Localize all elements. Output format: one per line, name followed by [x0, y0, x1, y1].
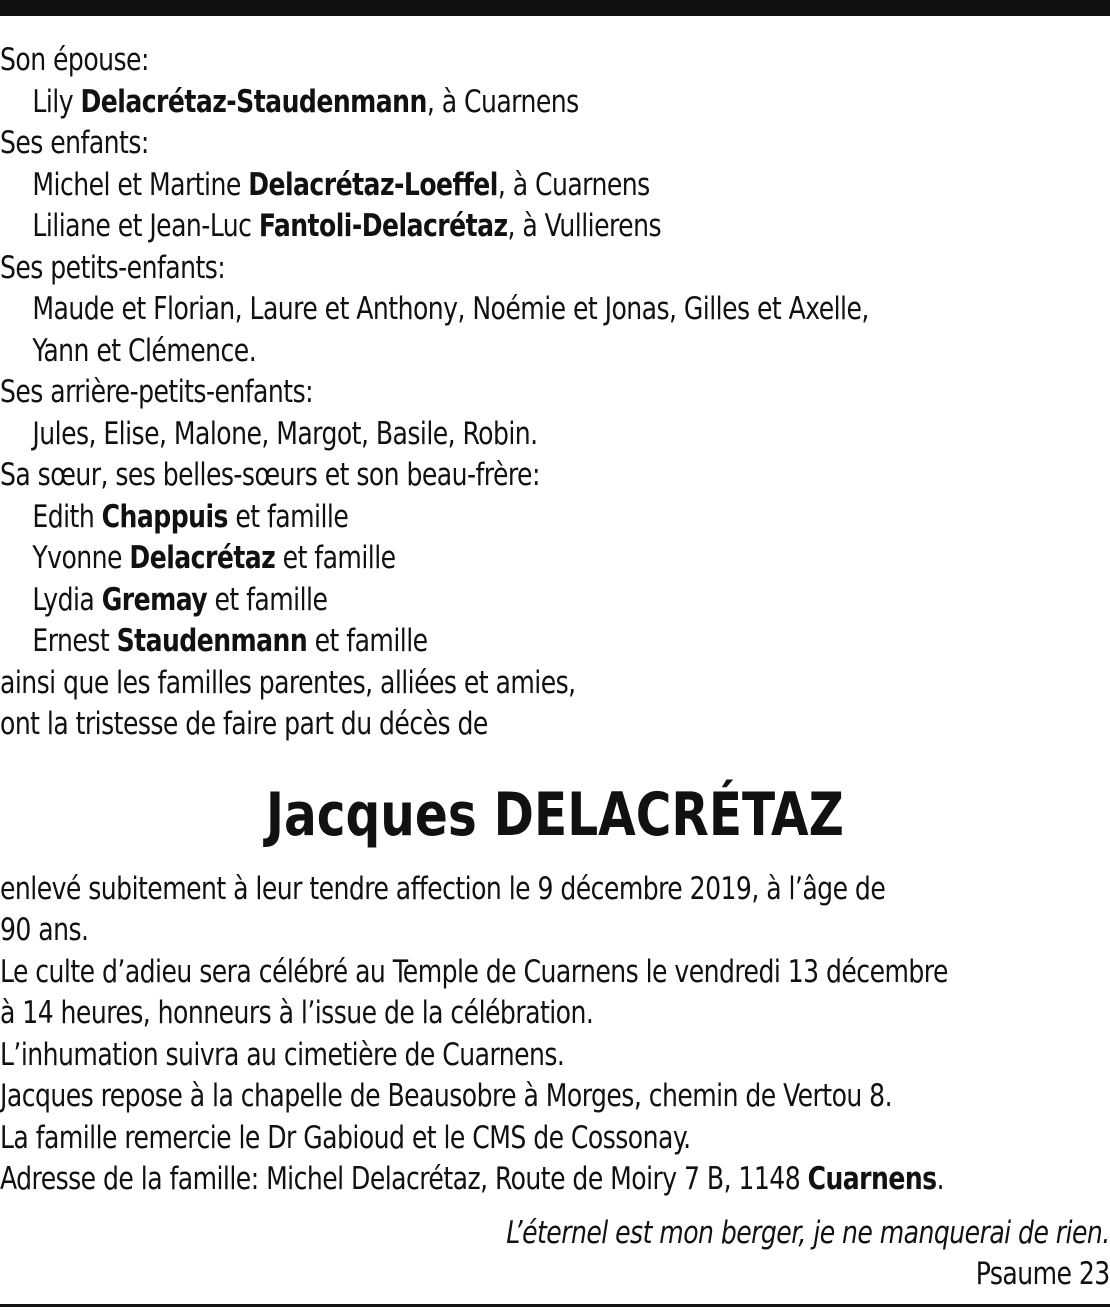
sibling-surname: Staudenmann: [116, 623, 308, 659]
address-text: Adresse de la famille: Michel Delacrétaz, Route de Moiry 7 B, 1148: [0, 1161, 808, 1197]
death-notice-continued: 90 ans.: [0, 912, 89, 948]
sibling-first-name: Lydia: [32, 581, 95, 618]
sibling-surname: Gremay: [101, 581, 208, 618]
bottom-rule: [0, 1304, 1110, 1307]
sibling-suffix: et famille: [307, 623, 428, 659]
address-city: Cuarnens: [807, 1161, 937, 1197]
sibling-first-name: Edith: [32, 498, 95, 535]
spouse-entry: [0, 82, 1110, 124]
sibling-suffix: et famille: [275, 540, 396, 576]
address-end: .: [936, 1161, 945, 1197]
deceased-name: Jacques DELACRÉTAZ: [265, 779, 844, 850]
child-place: , à Cuarnens: [497, 166, 650, 203]
family-address: [0, 1159, 1110, 1201]
grandchildren-heading: Ses petits-enfants:: [0, 249, 226, 286]
sibling-suffix: et famille: [227, 498, 349, 535]
spouse-place: , à Cuarnens: [426, 83, 579, 120]
spouse-surname: Delacrétaz-Staudenmann: [80, 83, 427, 120]
sibling-first-name: Yvonne: [32, 540, 122, 576]
sibling-first-name: Ernest: [32, 623, 110, 659]
resting-info: Jacques repose à la chapelle de Beausobre à Morges, chemin de Vertou 8.: [0, 1078, 893, 1114]
spouse-first-name: Lily: [32, 83, 74, 120]
service-info: Le culte d’adieu sera célébré au Temple de Cuarnens le vendredi 13 décembre: [0, 953, 948, 990]
sibling-entry: [0, 621, 1110, 663]
great-grandchildren-list: Jules, Elise, Malone, Margot, Basile, Robin.: [32, 415, 538, 452]
sibling-surname: Delacrétaz: [129, 540, 276, 576]
closing-line: ainsi que les familles parentes, alliées et amies,: [0, 664, 576, 701]
death-notice: enlevé subitement à leur tendre affection le 9 décembre 2019, à l’âge de: [0, 870, 886, 907]
sibling-entry: [0, 580, 1110, 622]
child-entry: [0, 206, 1110, 248]
siblings-heading: Sa sœur, ses belles-sœurs et son beau-frère:: [0, 457, 540, 493]
sibling-entry: [0, 538, 1110, 580]
verse-quote: L’éternel est mon berger, je ne manquerai de rien.: [506, 1214, 1110, 1251]
sibling-surname: Chappuis: [101, 498, 228, 535]
great-grandchildren-heading: Ses arrière-petits-enfants:: [0, 374, 314, 410]
child-place: , à Vullierens: [507, 208, 661, 244]
child-surname: Delacrétaz-Loeffel: [248, 166, 498, 203]
child-first-names: Liliane et Jean-Luc: [32, 208, 252, 244]
children-heading: Ses enfants:: [0, 125, 149, 161]
grandchildren-list-continued: Yann et Clémence.: [32, 332, 257, 369]
grandchildren-list: Maude et Florian, Laure et Anthony, Noémie et Jonas, Gilles et Axelle,: [32, 291, 869, 327]
spouse-heading: Son épouse:: [0, 42, 149, 78]
verse-source: Psaume 23: [975, 1256, 1110, 1292]
obituary-text: [0, 40, 1110, 1296]
service-info-continued: à 14 heures, honneurs à l’issue de la célébration.: [0, 995, 594, 1031]
sibling-suffix: et famille: [207, 581, 328, 618]
sibling-entry: [0, 497, 1110, 539]
child-entry: [0, 165, 1110, 207]
closing-line: ont la tristesse de faire part du décès de: [0, 706, 488, 742]
top-rule: [0, 0, 1110, 16]
burial-info: L’inhumation suivra au cimetière de Cuarnens.: [0, 1036, 565, 1073]
child-surname: Fantoli-Delacrétaz: [258, 208, 508, 244]
thanks-line: La famille remercie le Dr Gabioud et le CMS de Cossonay.: [0, 1119, 691, 1156]
child-first-names: Michel et Martine: [32, 166, 241, 203]
